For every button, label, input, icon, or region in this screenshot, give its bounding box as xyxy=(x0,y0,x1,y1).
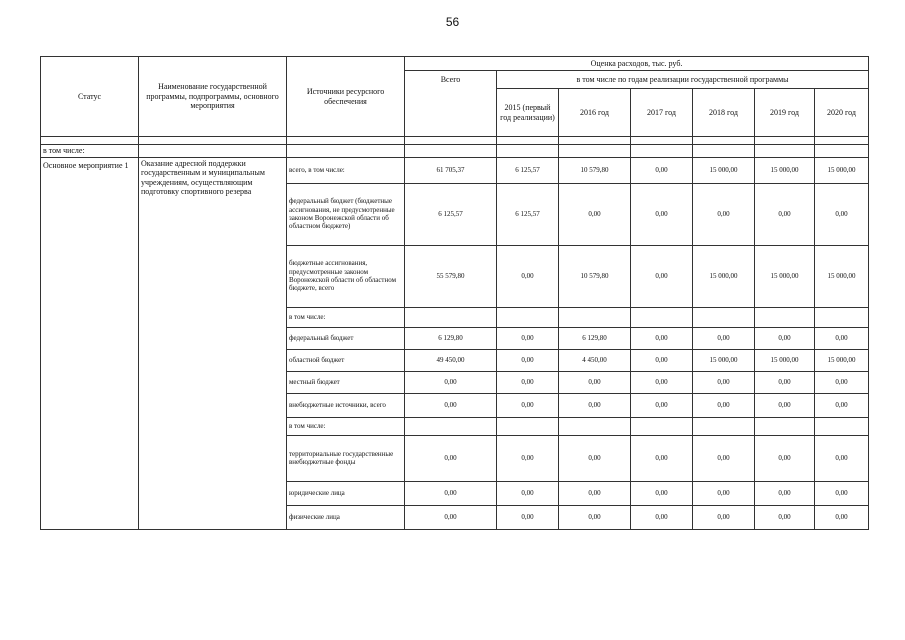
source-cell: всего, в том числе: xyxy=(287,157,405,183)
value-2016: 0,00 xyxy=(559,435,631,481)
value-total: 0,00 xyxy=(405,371,497,393)
header-year-2018: 2018 год xyxy=(693,89,755,137)
source-cell: местный бюджет xyxy=(287,371,405,393)
header-by-years: в том числе по годам реализации государственной программы xyxy=(497,71,869,89)
spacer-cell xyxy=(693,145,755,158)
value-2015: 0,00 xyxy=(497,505,559,529)
header-cost-estimate: Оценка расходов, тыс. руб. xyxy=(405,57,869,71)
spacer-cell xyxy=(755,137,815,145)
value-2020: 0,00 xyxy=(815,435,869,481)
value-2016: 0,00 xyxy=(559,505,631,529)
value-2018 xyxy=(693,307,755,327)
source-cell: в том числе: xyxy=(287,307,405,327)
value-2015: 0,00 xyxy=(497,393,559,417)
value-2018: 15 000,00 xyxy=(693,349,755,371)
value-2016: 4 450,00 xyxy=(559,349,631,371)
value-2017: 0,00 xyxy=(631,435,693,481)
value-total: 49 450,00 xyxy=(405,349,497,371)
value-2018: 0,00 xyxy=(693,435,755,481)
source-cell: юридические лица xyxy=(287,481,405,505)
source-cell: внебюджетные источники, всего xyxy=(287,393,405,417)
value-2018: 0,00 xyxy=(693,481,755,505)
value-2019: 0,00 xyxy=(755,183,815,245)
value-total: 0,00 xyxy=(405,505,497,529)
value-total: 0,00 xyxy=(405,393,497,417)
value-2019: 0,00 xyxy=(755,393,815,417)
value-2015: 0,00 xyxy=(497,327,559,349)
value-2015 xyxy=(497,417,559,435)
value-2017: 0,00 xyxy=(631,371,693,393)
value-2020: 15 000,00 xyxy=(815,157,869,183)
value-2019: 0,00 xyxy=(755,505,815,529)
spacer-cell xyxy=(287,145,405,158)
value-2019 xyxy=(755,307,815,327)
value-2016: 10 579,80 xyxy=(559,245,631,307)
value-2020 xyxy=(815,307,869,327)
value-2020: 0,00 xyxy=(815,393,869,417)
value-2018: 0,00 xyxy=(693,327,755,349)
value-total: 0,00 xyxy=(405,481,497,505)
spacer-cell xyxy=(139,145,287,158)
spacer-cell xyxy=(497,137,559,145)
source-cell: территориальные государственные внебюджетные фонды xyxy=(287,435,405,481)
value-2019: 15 000,00 xyxy=(755,245,815,307)
value-2020: 0,00 xyxy=(815,481,869,505)
value-2020: 0,00 xyxy=(815,371,869,393)
value-2018: 0,00 xyxy=(693,183,755,245)
value-2019: 0,00 xyxy=(755,435,815,481)
value-2015: 0,00 xyxy=(497,481,559,505)
value-2016: 0,00 xyxy=(559,371,631,393)
value-2019: 15 000,00 xyxy=(755,157,815,183)
header-total: Всего xyxy=(405,71,497,137)
spacer-cell xyxy=(631,145,693,158)
value-total xyxy=(405,307,497,327)
spacer-cell xyxy=(139,137,287,145)
header-year-2015: 2015 (первый год реализации) xyxy=(497,89,559,137)
value-2018: 15 000,00 xyxy=(693,157,755,183)
value-2016: 10 579,80 xyxy=(559,157,631,183)
value-2016: 6 129,80 xyxy=(559,327,631,349)
header-year-2017: 2017 год xyxy=(631,89,693,137)
header-sources: Источники ресурсного обеспечения xyxy=(287,57,405,137)
spacer-cell xyxy=(559,137,631,145)
value-total: 6 129,80 xyxy=(405,327,497,349)
source-cell: физические лица xyxy=(287,505,405,529)
value-2017: 0,00 xyxy=(631,481,693,505)
value-2017: 0,00 xyxy=(631,505,693,529)
spacer-cell xyxy=(41,137,139,145)
value-total: 0,00 xyxy=(405,435,497,481)
spacer-cell xyxy=(631,137,693,145)
value-2017: 0,00 xyxy=(631,183,693,245)
value-2016 xyxy=(559,307,631,327)
value-2020: 15 000,00 xyxy=(815,349,869,371)
spacer-cell xyxy=(815,145,869,158)
value-2019 xyxy=(755,417,815,435)
header-name: Наименование государственной программы, подпрограммы, основного мероприятия xyxy=(139,57,287,137)
value-2017 xyxy=(631,307,693,327)
value-2016: 0,00 xyxy=(559,481,631,505)
value-2018: 0,00 xyxy=(693,393,755,417)
value-2016: 0,00 xyxy=(559,393,631,417)
page-number: 56 xyxy=(445,15,460,29)
value-2017: 0,00 xyxy=(631,349,693,371)
value-2020 xyxy=(815,417,869,435)
value-2016: 0,00 xyxy=(559,183,631,245)
value-2019: 15 000,00 xyxy=(755,349,815,371)
value-2018: 15 000,00 xyxy=(693,245,755,307)
value-2017: 0,00 xyxy=(631,245,693,307)
header-year-2020: 2020 год xyxy=(815,89,869,137)
value-2017 xyxy=(631,417,693,435)
header-year-2016: 2016 год xyxy=(559,89,631,137)
value-2020: 0,00 xyxy=(815,183,869,245)
value-2020: 0,00 xyxy=(815,327,869,349)
spacer-cell xyxy=(405,137,497,145)
spacer-cell xyxy=(497,145,559,158)
source-cell: федеральный бюджет (бюджетные ассигнования, не предусмотренные законом Воронежской области об областном бюджете) xyxy=(287,183,405,245)
spacer-cell xyxy=(559,145,631,158)
value-2017: 0,00 xyxy=(631,327,693,349)
value-2015: 0,00 xyxy=(497,349,559,371)
value-total: 61 705,37 xyxy=(405,157,497,183)
source-cell: федеральный бюджет xyxy=(287,327,405,349)
value-2020: 15 000,00 xyxy=(815,245,869,307)
value-2015: 0,00 xyxy=(497,245,559,307)
value-2015: 0,00 xyxy=(497,371,559,393)
value-2019: 0,00 xyxy=(755,481,815,505)
value-2020: 0,00 xyxy=(815,505,869,529)
value-2015: 0,00 xyxy=(497,435,559,481)
value-total: 55 579,80 xyxy=(405,245,497,307)
header-status: Статус xyxy=(41,57,139,137)
budget-table xyxy=(40,56,869,530)
status-cell: Основное мероприятие 1 xyxy=(41,157,139,529)
spacer-cell xyxy=(755,145,815,158)
value-2017: 0,00 xyxy=(631,393,693,417)
section-label: в том числе: xyxy=(41,145,139,158)
header-year-2019: 2019 год xyxy=(755,89,815,137)
value-2019: 0,00 xyxy=(755,371,815,393)
value-2018: 0,00 xyxy=(693,505,755,529)
value-total: 6 125,57 xyxy=(405,183,497,245)
value-total xyxy=(405,417,497,435)
value-2017: 0,00 xyxy=(631,157,693,183)
table-row xyxy=(41,157,869,183)
spacer-cell xyxy=(287,137,405,145)
value-2016 xyxy=(559,417,631,435)
value-2015: 6 125,57 xyxy=(497,183,559,245)
value-2015: 6 125,57 xyxy=(497,157,559,183)
value-2018 xyxy=(693,417,755,435)
source-cell: областной бюджет xyxy=(287,349,405,371)
name-cell: Оказание адресной поддержки государственным и муниципальным учреждениям, осуществляющим подготовку спортивного резерва xyxy=(139,157,287,529)
spacer-cell xyxy=(405,145,497,158)
value-2018: 0,00 xyxy=(693,371,755,393)
source-cell: в том числе: xyxy=(287,417,405,435)
value-2019: 0,00 xyxy=(755,327,815,349)
value-2015 xyxy=(497,307,559,327)
spacer-cell xyxy=(693,137,755,145)
source-cell: бюджетные ассигнования, предусмотренные законом Воронежской области об областном бюджете, всего xyxy=(287,245,405,307)
spacer-cell xyxy=(815,137,869,145)
